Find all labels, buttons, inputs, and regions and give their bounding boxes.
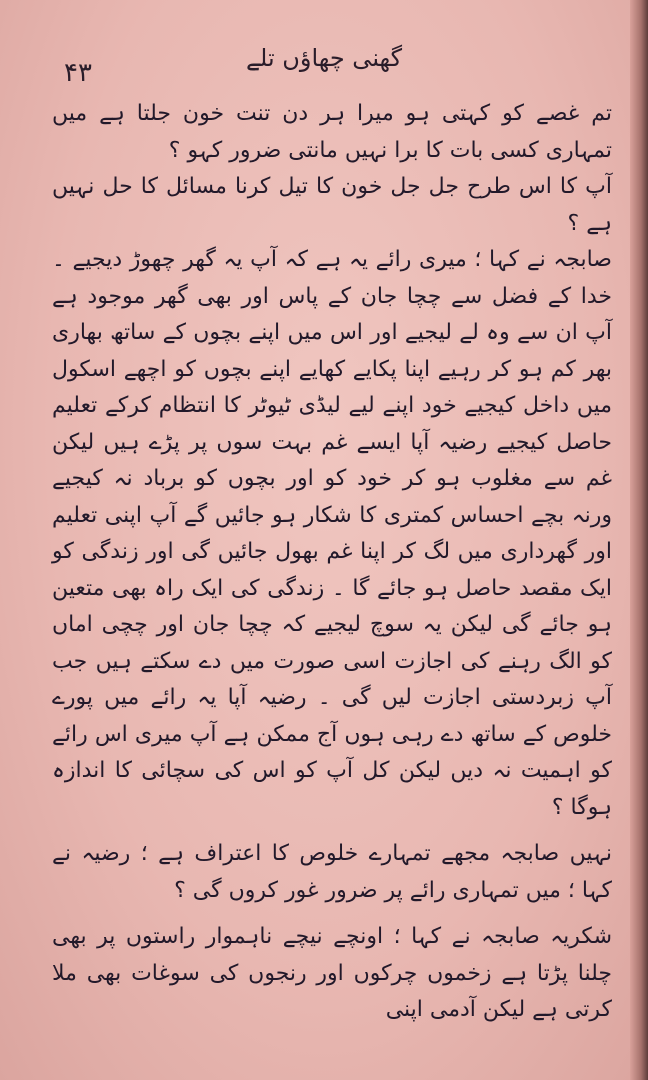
- running-head-title: گھنی چھاؤں تلے: [245, 44, 403, 72]
- paragraph-4: نہیں صابجہ مجھے تمہارے خلوص کا اعتراف ہے ؛ رضیہ نے کہا ؛ میں تمہاری رائے پر ضرور غور کروں گی ؟: [52, 841, 612, 903]
- page-body: [52, 96, 612, 1029]
- paragraph-2: آپ کا اس طرح جل جل خون کا تیل کرنا مسائل کا حل نہیں ہے ؟: [52, 174, 612, 236]
- page-binding-edge: [630, 0, 648, 1080]
- paragraph-3: صابجہ نے کہا ؛ میری رائے یہ ہے کہ آپ یہ گھر چھوڑ دیجیے ۔ خدا کے فضل سے چچا جان کے پاس اور بھی گھر موجود ہے آپ ان سے وہ لے لیجیے اور اس میں اپنے بچوں کے ساتھ بھاری بھر کم ہو کر رہیے اپنا پکایے کھایے اپنے بچوں کو اچھے اسکول میں داخل کیجیے خود اپنے لیے لیڈی ٹیوٹر کا انتظام کرکے تعلیم حاصل کیجیے رضیہ آپا ایسے غم بہت سوں پر پڑے ہیں لیکن غم سے مغلوب ہو کر خود کو اور بچوں کو برباد نہ کیجیے ورنہ بچے احساس کمتری کا شکار ہو جائیں گے آپ اپنی تعلیم اور گھرداری میں لگ کر اپنا غم بھول جائیں گی اور زندگی کو ایک مقصد حاصل ہو جائے گا ۔ زندگی کی ایک راہ بھی متعین ہو جائے گی لیکن یہ سوچ لیجیے کہ چچا جان اور چچی اماں کو الگ رہنے کی اجازت اسی صورت میں دے سکتے ہیں جب آپ زبردستی اجازت لیں گی ۔ رضیہ آپا یہ رائے میں پورے خلوص کے ساتھ دے رہی ہوں آج ممکن ہے آپ میری اس رائے کو اہمیت نہ دیں لیکن کل آپ کو اس کی سچائی کا اندازہ ہوگا ؟: [52, 247, 612, 820]
- paragraph-5: شکریہ صابجہ نے کہا ؛ اونچے نیچے ناہموار راستوں پر بھی چلنا پڑتا ہے زخموں چرکوں اور رنجوں کی سوغات بھی ملا کرتی ہے لیکن آدمی اپنی: [52, 924, 612, 1022]
- paragraph-1: تم غصے کو کہتی ہو میرا ہر دن تنت خون جلتا ہے میں تمہاری کسی بات کا برا نہیں مانتی ضرور کہو ؟: [52, 101, 612, 163]
- page-number: ۴۳: [64, 58, 92, 88]
